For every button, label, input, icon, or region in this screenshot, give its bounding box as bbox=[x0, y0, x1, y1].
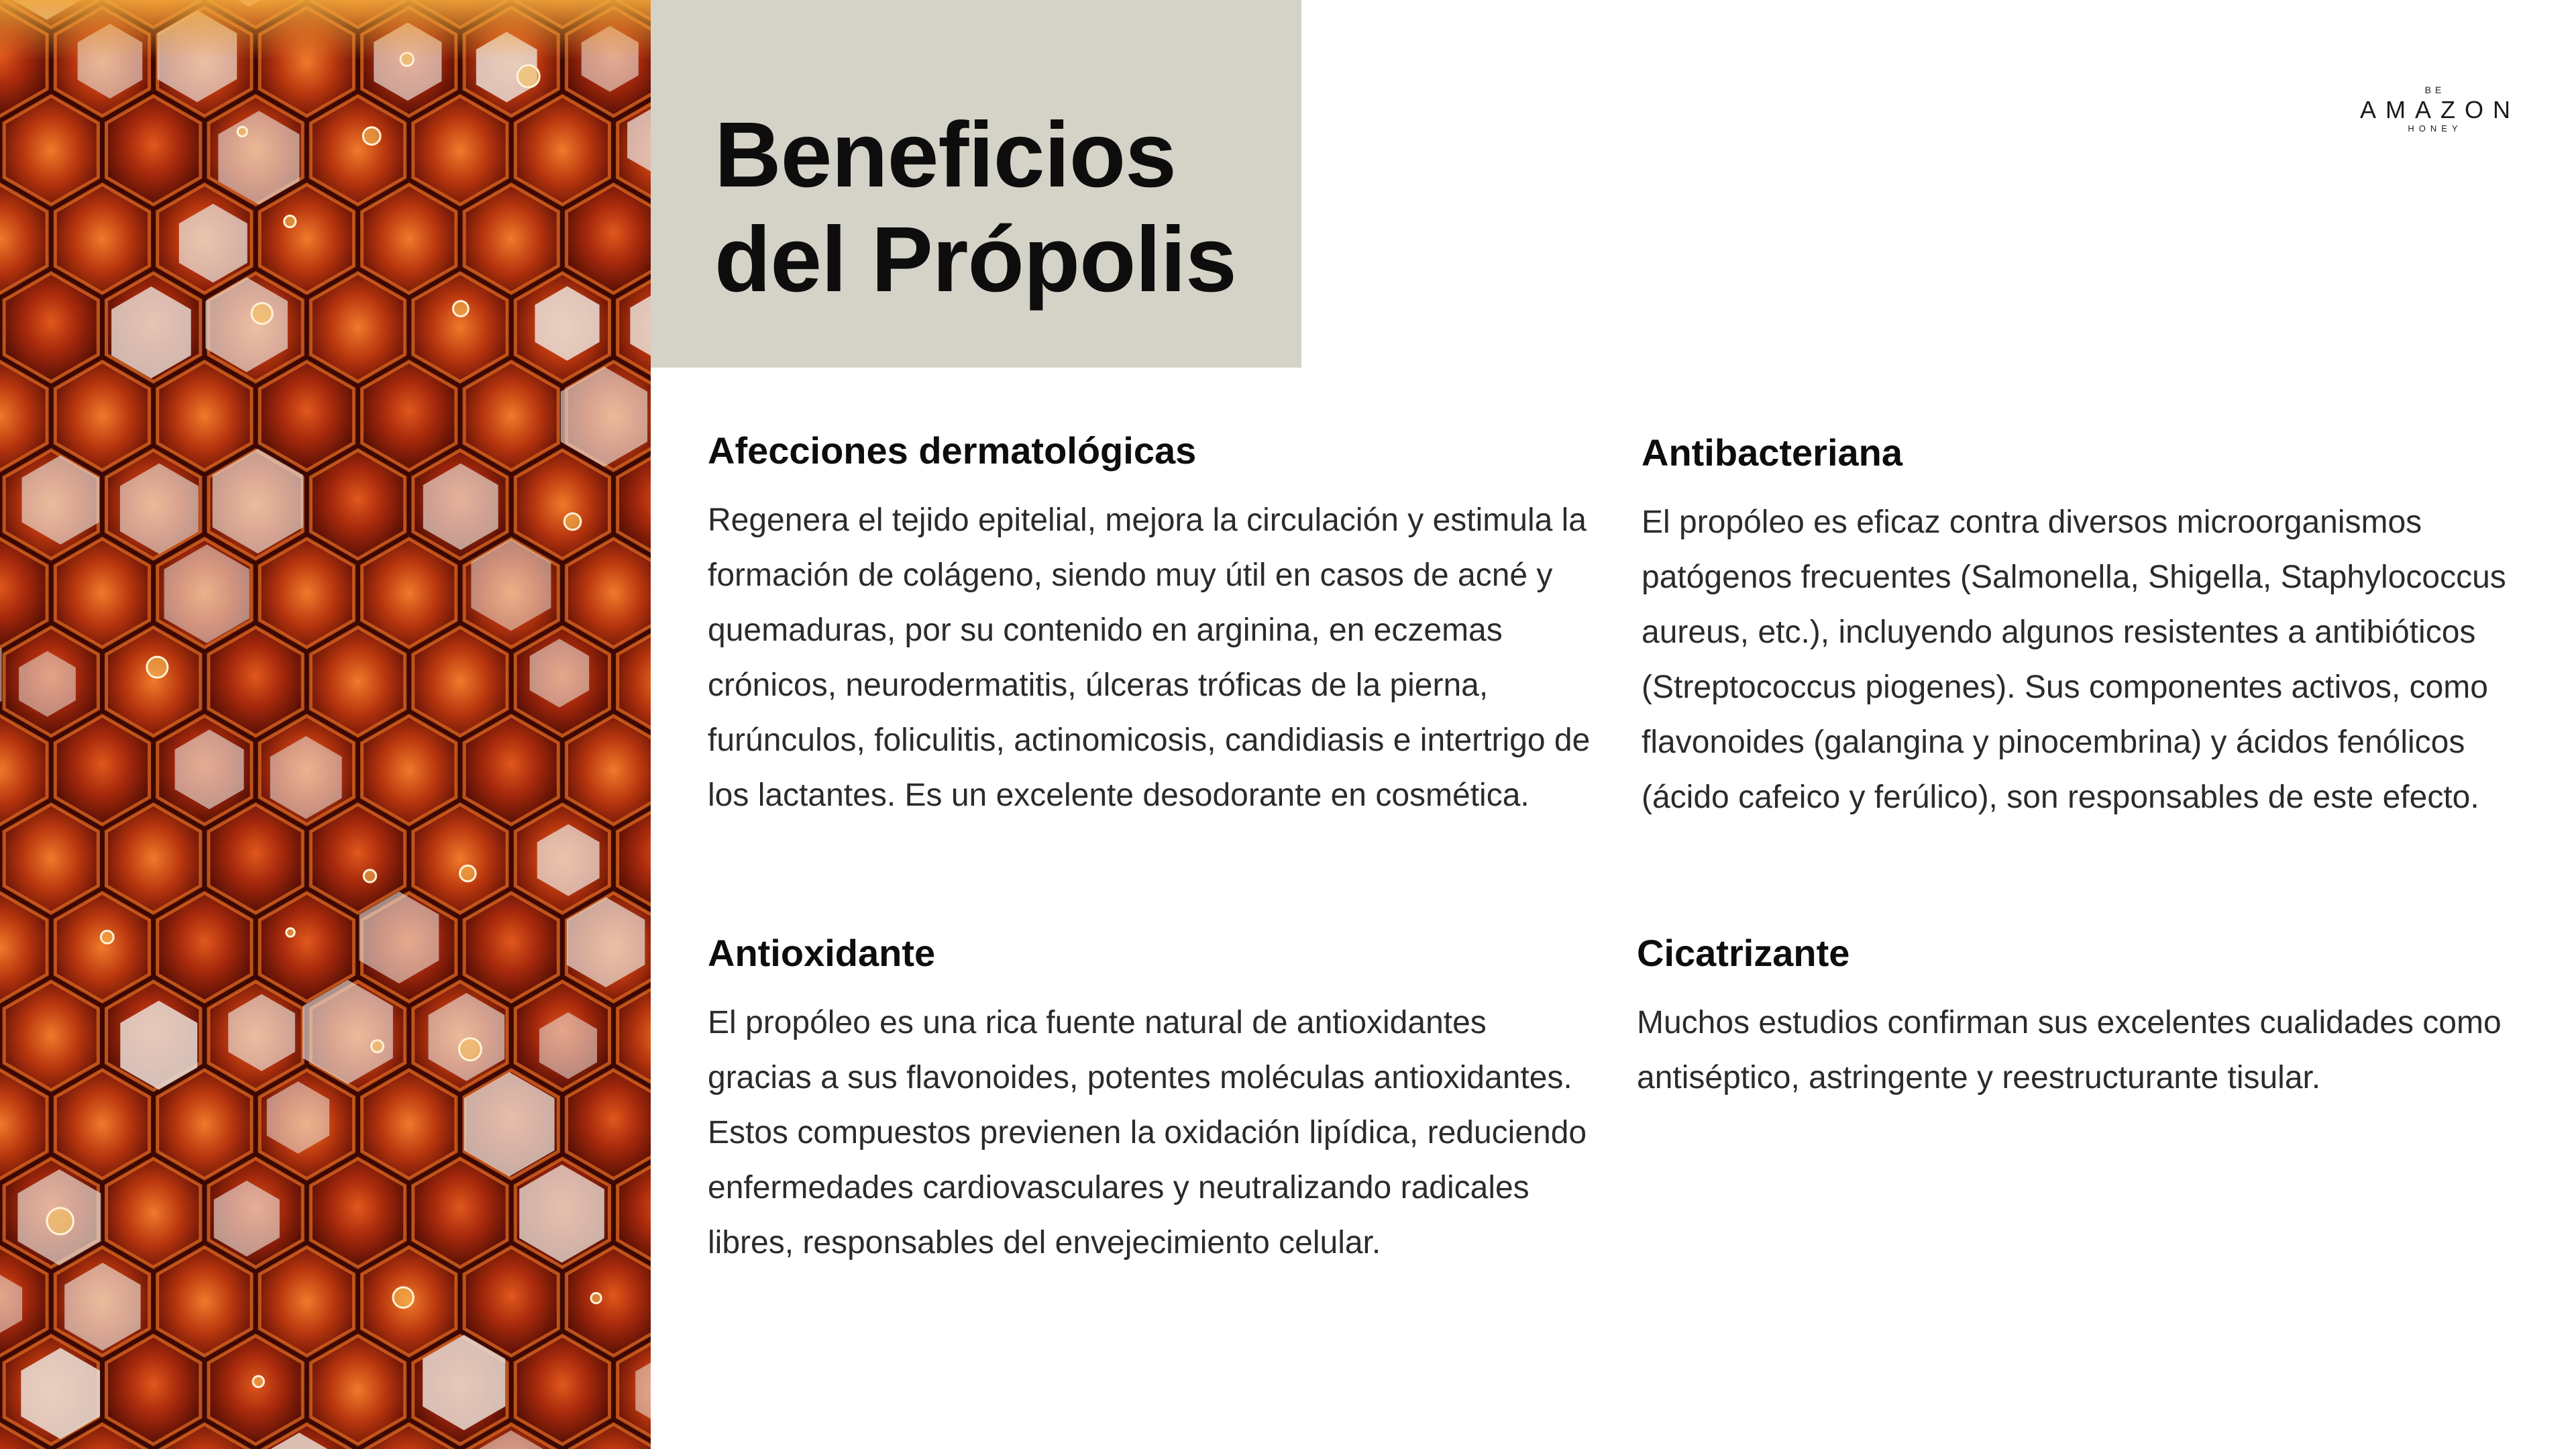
honey-bubble bbox=[147, 657, 168, 678]
page-title-line-2: del Própolis bbox=[714, 208, 1236, 311]
section-body: El propóleo es eficaz contra diversos microorganismos patógenos frecuentes (Salmonella, Shigella, Staphylococcus aureus, etc.), incluyendo algunos resistentes a antibióticos (Streptococcus piogenes). Sus componentes activos, como flavonoides (galangina y pinocembrina) y ácidos fenólicos (ácido cafeico y ferúlico), son responsables de este efecto. bbox=[1642, 504, 2506, 815]
page-title-line-1: Beneficios bbox=[714, 103, 1176, 207]
honey-bubble bbox=[517, 65, 539, 87]
honey-bubble bbox=[372, 1040, 384, 1053]
section-body: Muchos estudios confirman sus excelentes cualidades como antiséptico, astringente y reestructurante tisular. bbox=[1637, 1005, 2502, 1095]
title-box bbox=[651, 0, 1301, 368]
section-heading: Antioxidante bbox=[708, 932, 936, 974]
section-body: Regenera el tejido epitelial, mejora la circulación y estimula la formación de colágeno, siendo muy útil en casos de acné y quemaduras, por su contenido en arginina, en eczemas crónicos, neurodermatitis, úlceras tróficas de la pierna, furúnculos, foliculitis, actinomicosis, candidiasis e intertrigo de los lactantes. Es un excelente desodorante en cosmética. bbox=[708, 502, 1591, 813]
section-antibacteriana bbox=[1642, 429, 2527, 825]
logo-bottom-text: HONEY bbox=[2408, 123, 2463, 133]
honey-bubble bbox=[459, 1038, 481, 1061]
top-glow bbox=[0, 0, 651, 60]
honeycomb-image bbox=[0, 0, 651, 1449]
honey-bubble bbox=[460, 865, 476, 881]
honey-bubble bbox=[253, 1376, 264, 1387]
honey-bubble bbox=[284, 216, 296, 227]
section-heading: Afecciones dermatológicas bbox=[708, 429, 1197, 472]
section-cicatrizante bbox=[1637, 930, 2522, 1106]
honey-bubble bbox=[364, 870, 376, 882]
honey-bubble bbox=[393, 1287, 413, 1307]
honey-bubble bbox=[453, 301, 468, 317]
honeycomb-photo bbox=[0, 0, 651, 1449]
section-body: El propóleo es una rica fuente natural de antioxidantes gracias a sus flavonoides, potentes moléculas antioxidantes. Estos compuestos previenen la oxidación lipídica, reduciendo enfermedades cardiovasculares y neutralizando radicales libres, responsables del envejecimiento celular. bbox=[708, 1005, 1587, 1260]
honey-bubble bbox=[286, 928, 294, 936]
honey-bubble bbox=[252, 303, 272, 324]
honey-bubble bbox=[47, 1208, 73, 1234]
section-heading: Antibacteriana bbox=[1642, 431, 1902, 474]
honey-bubble bbox=[564, 513, 581, 530]
section-antioxidante bbox=[708, 930, 1593, 1271]
honey-bubble bbox=[363, 127, 380, 145]
honey-bubble bbox=[101, 931, 113, 944]
section-afecciones-dermatologicas bbox=[708, 427, 1593, 823]
logo-top-text: BE bbox=[2424, 85, 2446, 95]
section-heading: Cicatrizante bbox=[1637, 932, 1850, 974]
honey-bubble bbox=[237, 127, 247, 136]
honey-bubble bbox=[591, 1293, 601, 1303]
logo-name: AMAZON bbox=[2359, 96, 2520, 123]
brand-logo bbox=[2341, 85, 2529, 138]
